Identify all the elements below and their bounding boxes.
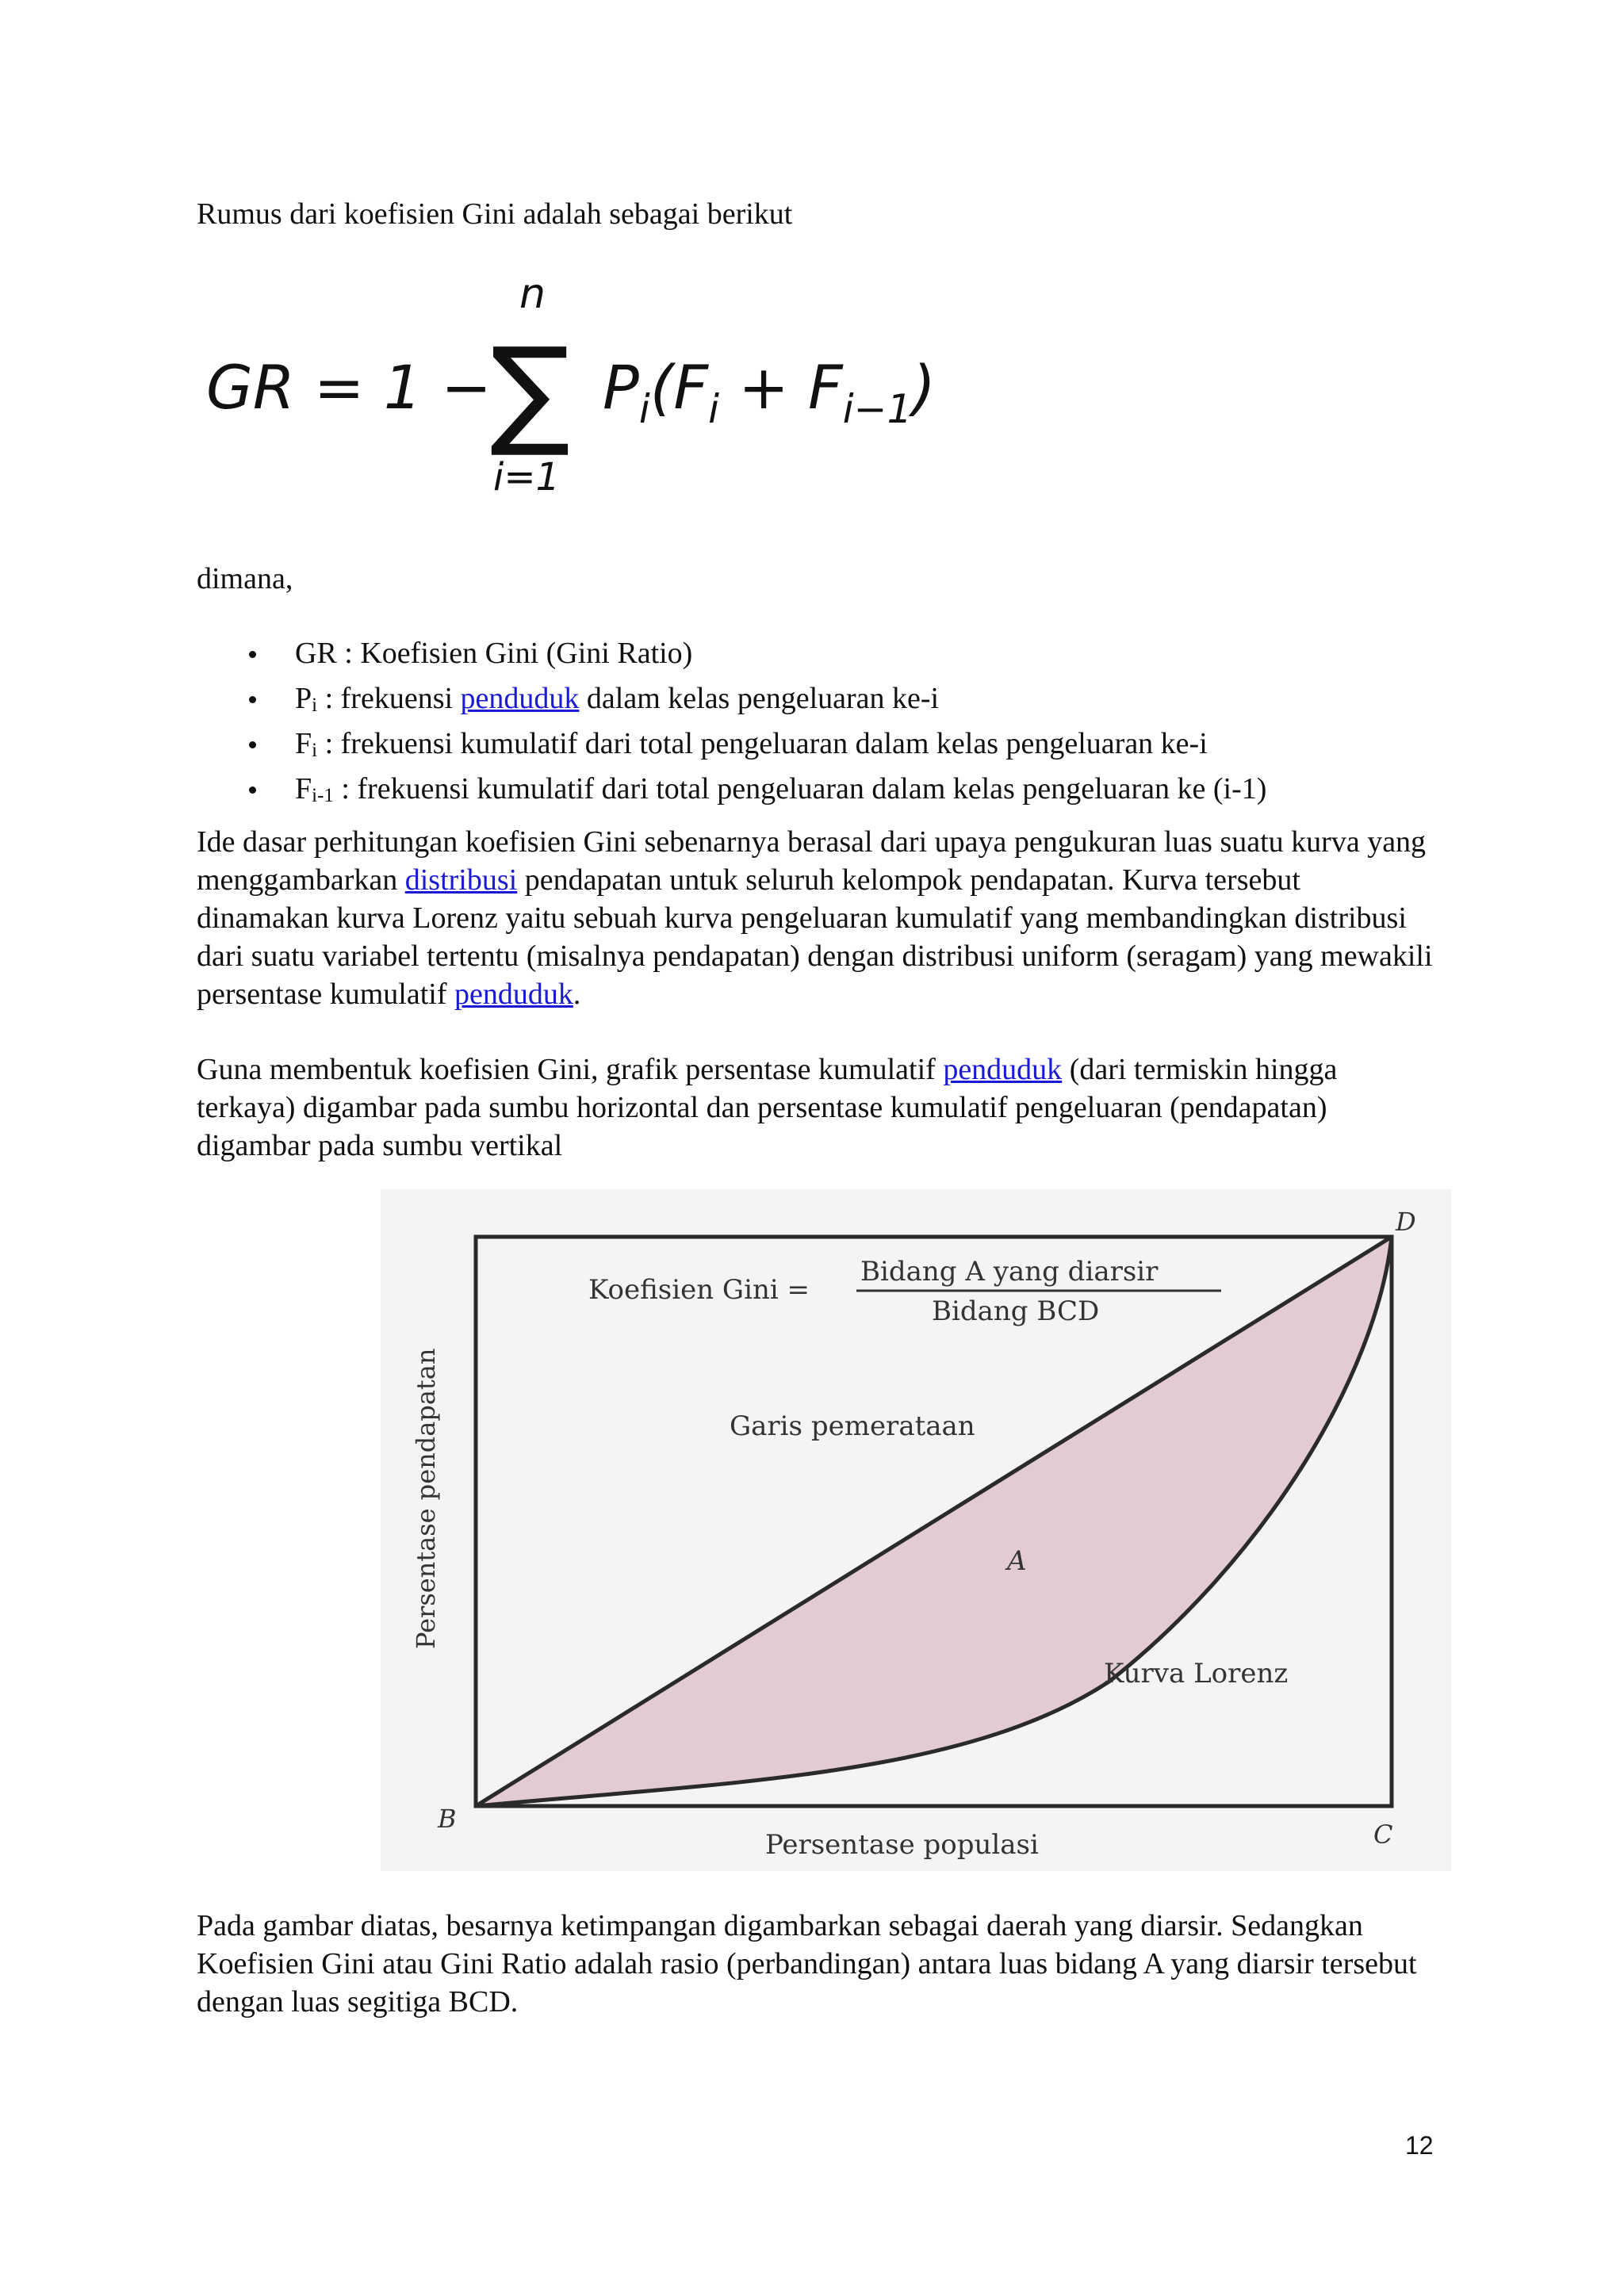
formula-lower-limit: i=1	[493, 455, 561, 499]
intro-paragraph: Rumus dari koefisien Gini adalah sebagai berikut	[197, 197, 793, 231]
link-penduduk-ide[interactable]: penduduk	[454, 978, 573, 1011]
formula-fi1-sub: i−1	[842, 386, 913, 432]
formula-sigma: ∑	[490, 323, 571, 461]
link-distribusi[interactable]: distribusi	[404, 863, 518, 897]
link-penduduk[interactable]: penduduk	[460, 682, 580, 715]
bullet-icon	[249, 741, 256, 748]
definition-text: : frekuensi	[317, 682, 461, 715]
paragraph-ide	[197, 823, 1434, 1013]
dimana-label: dimana,	[197, 562, 293, 595]
paragraph-pada: Pada gambar diatas, besarnya ketimpangan digambarkan sebagai daerah yang diarsir. Sedangkan Koefisien Gini atau Gini Ratio adalah rasio (perbandingan) antara luas bidang A yang diarsir tersebut dengan luas segitiga BCD.	[197, 1909, 1417, 2019]
bullet-icon	[249, 786, 256, 794]
definition-text: : frekuensi kumulatif dari total pengeluaran dalam kelas pengeluaran ke (i-1)	[333, 772, 1267, 806]
formula-plus: + F	[719, 352, 843, 423]
definition-text: : Koefisien Gini (Gini Ratio)	[336, 637, 693, 670]
formula-fi-sub: i	[708, 386, 720, 432]
definition-list	[197, 634, 1434, 815]
definition-text: : frekuensi kumulatif dari total pengeluaran dalam kelas pengeluaran ke-i	[317, 727, 1208, 760]
formula-p-sub: i	[638, 386, 650, 432]
gini-formula	[206, 270, 952, 499]
definition-subscript: i-1	[312, 785, 334, 806]
lorenz-curve-figure	[381, 1189, 1451, 1871]
equality-label: Garis pemerataan	[730, 1410, 975, 1442]
lorenz-label: Kurva Lorenz	[1104, 1658, 1289, 1689]
formula-upper-limit: n	[519, 270, 546, 318]
definition-symbol: F	[295, 727, 312, 760]
definition-symbol: GR	[295, 637, 337, 670]
guna-text-1: Guna membentuk koefisien Gini, grafik persentase kumulatif	[197, 1053, 944, 1086]
corner-d-label: D	[1396, 1207, 1416, 1237]
definition-symbol: P	[295, 682, 312, 715]
y-axis-label: Persentase pendapatan	[411, 1348, 441, 1649]
definition-symbol: F	[295, 772, 312, 806]
figure-denominator: Bidang BCD	[932, 1295, 1100, 1327]
ide-text-2: pendapatan untuk seluruh kelompok pendapatan. Kurva tersebut dinamakan kurva Lorenz yaitu sebuah kurva pengeluaran kumulatif yang membandingkan distribusi dari suatu variabel tertentu (misalnya pendapatan) dengan distribusi uniform (seragam) yang mewakili persentase kumulatif	[197, 863, 1433, 1011]
ide-text-1: Ide dasar perhitungan koefisien Gini sebenarnya berasal dari upaya pengukuran luas suatu kurva yang menggambarkan	[197, 825, 1427, 897]
bullet-icon	[249, 696, 256, 703]
corner-b-label: B	[438, 1804, 457, 1834]
area-label: A	[1007, 1545, 1027, 1577]
guna-text-2: (dari termiskin hingga terkaya) digambar pada sumbu horizontal dan persentase kumulatif pengeluaran (pendapatan) digambar pada sumbu vertikal	[197, 1053, 1338, 1162]
formula-open: (F	[649, 352, 709, 423]
definition-text-after: dalam kelas pengeluaran ke-i	[579, 682, 940, 715]
paragraph-guna	[197, 1050, 1434, 1165]
figure-formula-lhs: Koefisien Gini =	[588, 1274, 810, 1306]
definition-item	[197, 725, 1434, 770]
svg-text:Pi(Fi + Fi−1)	[603, 352, 936, 432]
definition-subscript: i	[312, 695, 318, 716]
formula-lhs: GR = 1 −	[206, 352, 492, 423]
figure-numerator: Bidang A yang diarsir	[860, 1256, 1159, 1288]
definition-item	[197, 679, 1434, 725]
page-number: 12	[1405, 2131, 1434, 2160]
bullet-icon	[249, 651, 256, 658]
formula-p: P	[603, 352, 639, 423]
definition-item	[197, 770, 1434, 815]
definition-item	[197, 634, 1434, 679]
x-axis-label: Persentase populasi	[765, 1829, 1039, 1861]
link-penduduk-guna[interactable]: penduduk	[943, 1053, 1063, 1086]
ide-text-3: .	[573, 978, 581, 1011]
definition-subscript: i	[312, 740, 318, 761]
formula-close: )	[912, 352, 936, 423]
corner-c-label: C	[1373, 1820, 1393, 1850]
